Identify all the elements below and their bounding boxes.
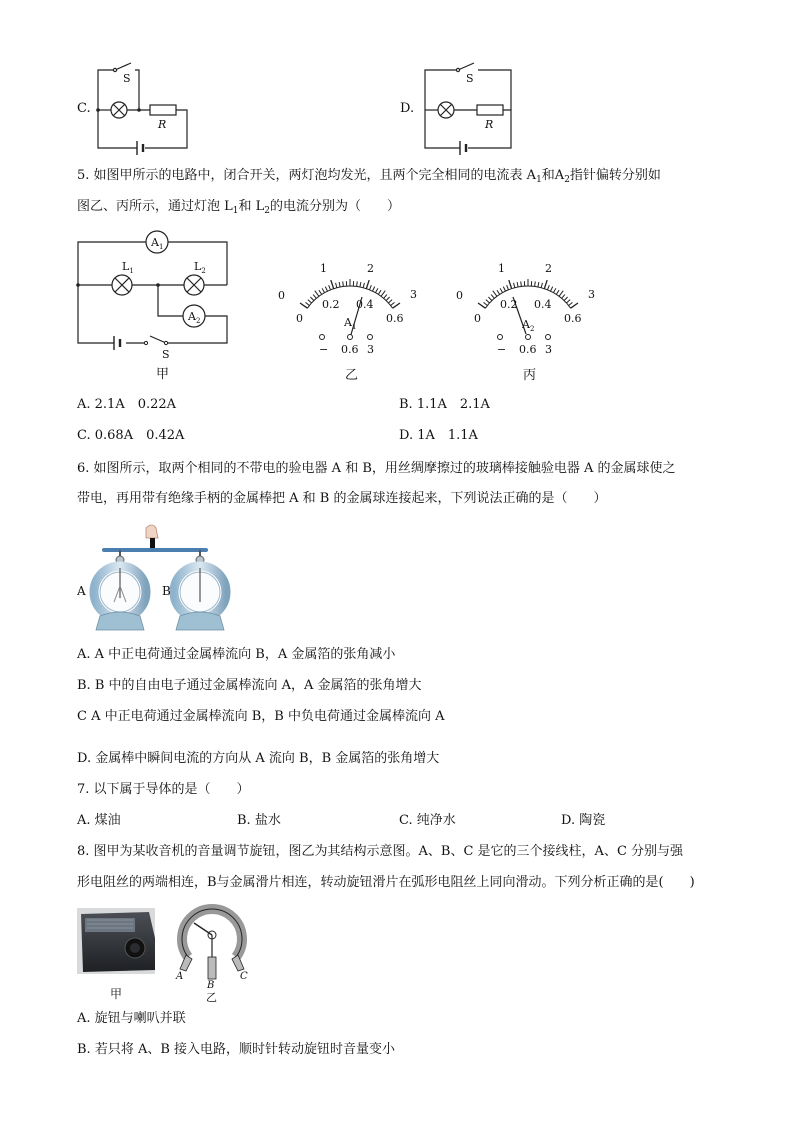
svg-text:3: 3 — [367, 343, 374, 356]
caption-bing: 丙 — [523, 368, 537, 383]
scale-tick — [331, 280, 334, 289]
scale-tick — [391, 302, 395, 305]
svg-text:3: 3 — [410, 288, 417, 301]
svg-text:1: 1 — [498, 262, 505, 275]
svg-text:0.6: 0.6 — [519, 343, 537, 356]
q5-option-d[interactable]: D. 1A 1.1A — [399, 428, 478, 443]
scale-tick — [517, 282, 518, 287]
scale-tick — [547, 285, 549, 290]
scale-tick — [322, 288, 324, 292]
svg-text:−: − — [319, 343, 329, 356]
scale-tick — [553, 288, 555, 292]
electroscope-b-label: B — [162, 584, 171, 598]
svg-text:0.4: 0.4 — [356, 298, 374, 311]
scale-tick — [388, 300, 392, 303]
scale-tick — [329, 285, 331, 290]
q5-stem-line1: 5. 如图甲所示的电路中，闭合开关，两灯泡均发光，且两个完全相同的电流表 $A_1$和$A_2$指针偏转分别如 — [77, 168, 661, 185]
caption-yi: 乙 — [206, 991, 217, 1004]
svg-text:0: 0 — [296, 312, 303, 325]
switch-label: S — [162, 348, 170, 361]
terminal-b-label: B — [207, 980, 215, 991]
electroscope-illustration — [74, 520, 224, 635]
q6-option-c[interactable]: C A 中正电荷通过金属棒流向 B，B 中负电荷通过金属棒流向 A — [77, 709, 445, 724]
q5-option-c[interactable]: C. 0.68A 0.42A — [77, 428, 185, 443]
meter-name: $A_2$ — [522, 318, 535, 333]
svg-text:1: 1 — [320, 262, 327, 275]
svg-text:0.2: 0.2 — [322, 298, 340, 311]
scale-tick — [491, 295, 494, 299]
lamp-l2-label: $L_2$ — [194, 260, 206, 275]
scale-tick — [325, 287, 327, 292]
svg-text:0.6: 0.6 — [341, 343, 359, 356]
scale-tick — [551, 287, 553, 292]
q7-stem: 7. 以下属于导体的是（ ） — [77, 782, 250, 797]
scale-tick — [369, 285, 371, 290]
q6-option-d[interactable]: D. 金属棒中瞬间电流的方向从 A 流向 B，B 金属箔的张角增大 — [77, 751, 440, 766]
q8-stem-line2: 形电阻丝的两端相连，B与金属滑片相连，转动旋钮滑片在弧形电阻丝上同向滑动。下列分析正确的是( ) — [77, 875, 695, 890]
resistor-label: R — [485, 118, 494, 131]
resistor-label: R — [158, 118, 167, 131]
scale-tick — [375, 288, 377, 292]
switch-label: S — [123, 72, 131, 85]
electroscope-b — [174, 550, 226, 630]
scale-tick — [509, 280, 512, 289]
q6-stem-line1: 6. 如图所示，取两个相同的不带电的验电器 A 和 B，用丝绸摩擦过的玻璃棒接触验电器 A 的金属球使之 — [77, 461, 676, 476]
scale-tick — [360, 282, 361, 287]
q8-option-a[interactable]: A. 旋钮与喇叭并联 — [77, 1011, 186, 1026]
svg-text:0.4: 0.4 — [534, 298, 552, 311]
scale-tick — [493, 291, 497, 297]
scale-tick — [503, 287, 505, 292]
caption-yi: 乙 — [345, 368, 359, 383]
svg-text:0.2: 0.2 — [500, 298, 518, 311]
q8-stem-line1: 8. 图甲为某收音机的音量调节旋钮，图乙为其结构示意图。A、B、C 是它的三个接线柱，A、C 分别与强 — [77, 844, 684, 859]
svg-text:0.6: 0.6 — [564, 312, 582, 325]
ammeter-a2-label: $A_2$ — [188, 310, 201, 325]
scale-tick — [538, 282, 539, 287]
q5-circuit-jia — [74, 230, 234, 380]
scale-arc — [307, 286, 392, 308]
scale-tick — [336, 283, 337, 288]
circuit-diagram-d — [422, 62, 522, 162]
svg-text:3: 3 — [545, 343, 552, 356]
scale-tick — [339, 282, 340, 287]
scale-tick — [393, 303, 400, 308]
scale-tick — [319, 290, 322, 294]
scale-tick — [363, 283, 364, 288]
scale-tick — [315, 291, 319, 297]
scale-tick — [373, 287, 375, 292]
scale-tick — [366, 280, 369, 289]
scale-tick — [310, 297, 313, 301]
scale-tick — [478, 303, 485, 308]
q5-option-b[interactable]: B. 1.1A 2.1A — [399, 397, 490, 412]
svg-text:3: 3 — [588, 288, 595, 301]
svg-text:−: − — [497, 343, 507, 356]
svg-text:0: 0 — [456, 289, 463, 302]
q6-option-a[interactable]: A. A 中正电荷通过金属棒流向 B，A 金属箔的张角减小 — [77, 647, 396, 662]
potentiometer-diagram — [172, 905, 252, 1005]
scale-arc — [485, 286, 570, 308]
scale-tick — [566, 300, 570, 303]
scale-tick — [378, 290, 381, 294]
scale-tick — [486, 300, 490, 303]
q6-stem-line2: 带电，再用带有绝缘手柄的金属棒把 A 和 B 的金属球连接起来，下列说法正确的是（ ） — [77, 491, 607, 506]
svg-text:2: 2 — [367, 262, 374, 275]
circuit-diagram-c — [95, 62, 195, 162]
q7-option-d[interactable]: D. 陶瓷 — [561, 813, 606, 828]
scale-tick — [381, 291, 385, 297]
q6-option-b[interactable]: B. B 中的自由电子通过金属棒流向 A，A 金属箔的张角增大 — [77, 678, 422, 693]
option-d-label: D. — [400, 101, 415, 116]
q7-option-a[interactable]: A. 煤油 — [77, 813, 121, 828]
scale-tick — [343, 281, 344, 286]
scale-tick — [514, 283, 515, 288]
scale-tick — [313, 295, 316, 299]
scale-tick — [562, 295, 565, 299]
scale-tick — [386, 297, 389, 301]
scale-tick — [521, 281, 522, 286]
lamp-l1-label: $L_1$ — [122, 260, 134, 275]
scale-tick — [384, 295, 387, 299]
q5-ammeter-yi — [270, 250, 430, 385]
electroscope-a-label: A — [77, 584, 86, 598]
scale-tick — [308, 300, 312, 303]
scale-tick — [541, 283, 542, 288]
scale-tick — [357, 281, 358, 286]
scale-tick — [535, 281, 536, 286]
meter-name: $A_1$ — [344, 316, 357, 331]
q5-option-a[interactable]: A. 2.1A 0.22A — [77, 397, 177, 412]
ammeter-a1-label: $A_1$ — [151, 236, 164, 251]
caption-jia: 甲 — [110, 987, 123, 1001]
svg-text:0: 0 — [474, 312, 481, 325]
scale-tick — [544, 280, 547, 289]
q5-stem-line2: 图乙、丙所示，通过灯泡 $L_1$和 $L_2$的电流分别为（ ） — [77, 199, 401, 216]
scale-tick — [559, 291, 563, 297]
terminal-c-label: C — [240, 971, 248, 982]
scale-tick — [497, 290, 500, 294]
switch-label: S — [466, 72, 474, 85]
option-c-label: C. — [77, 101, 91, 116]
radio-knob-photo — [77, 908, 157, 1003]
terminal-a-label: A — [176, 971, 184, 982]
scale-tick — [300, 303, 307, 308]
scale-tick — [500, 288, 502, 292]
q5-ammeter-bing — [448, 250, 608, 385]
scale-tick — [483, 302, 487, 305]
scale-tick — [564, 297, 567, 301]
scale-tick — [569, 302, 573, 305]
caption-jia: 甲 — [156, 367, 170, 382]
svg-text:2: 2 — [545, 262, 552, 275]
scale-tick — [556, 290, 559, 294]
q7-option-c[interactable]: C. 纯净水 — [399, 813, 456, 828]
scale-tick — [488, 297, 491, 301]
svg-text:0.6: 0.6 — [386, 312, 404, 325]
q7-option-b[interactable]: B. 盐水 — [237, 813, 281, 828]
q8-option-b[interactable]: B. 若只将 A、B 接入电路，顺时针转动旋钮时音量变小 — [77, 1042, 396, 1057]
electroscope-a — [94, 550, 146, 630]
scale-tick — [507, 285, 509, 290]
svg-text:0: 0 — [278, 289, 285, 302]
scale-tick — [305, 302, 309, 305]
scale-tick — [571, 303, 578, 308]
